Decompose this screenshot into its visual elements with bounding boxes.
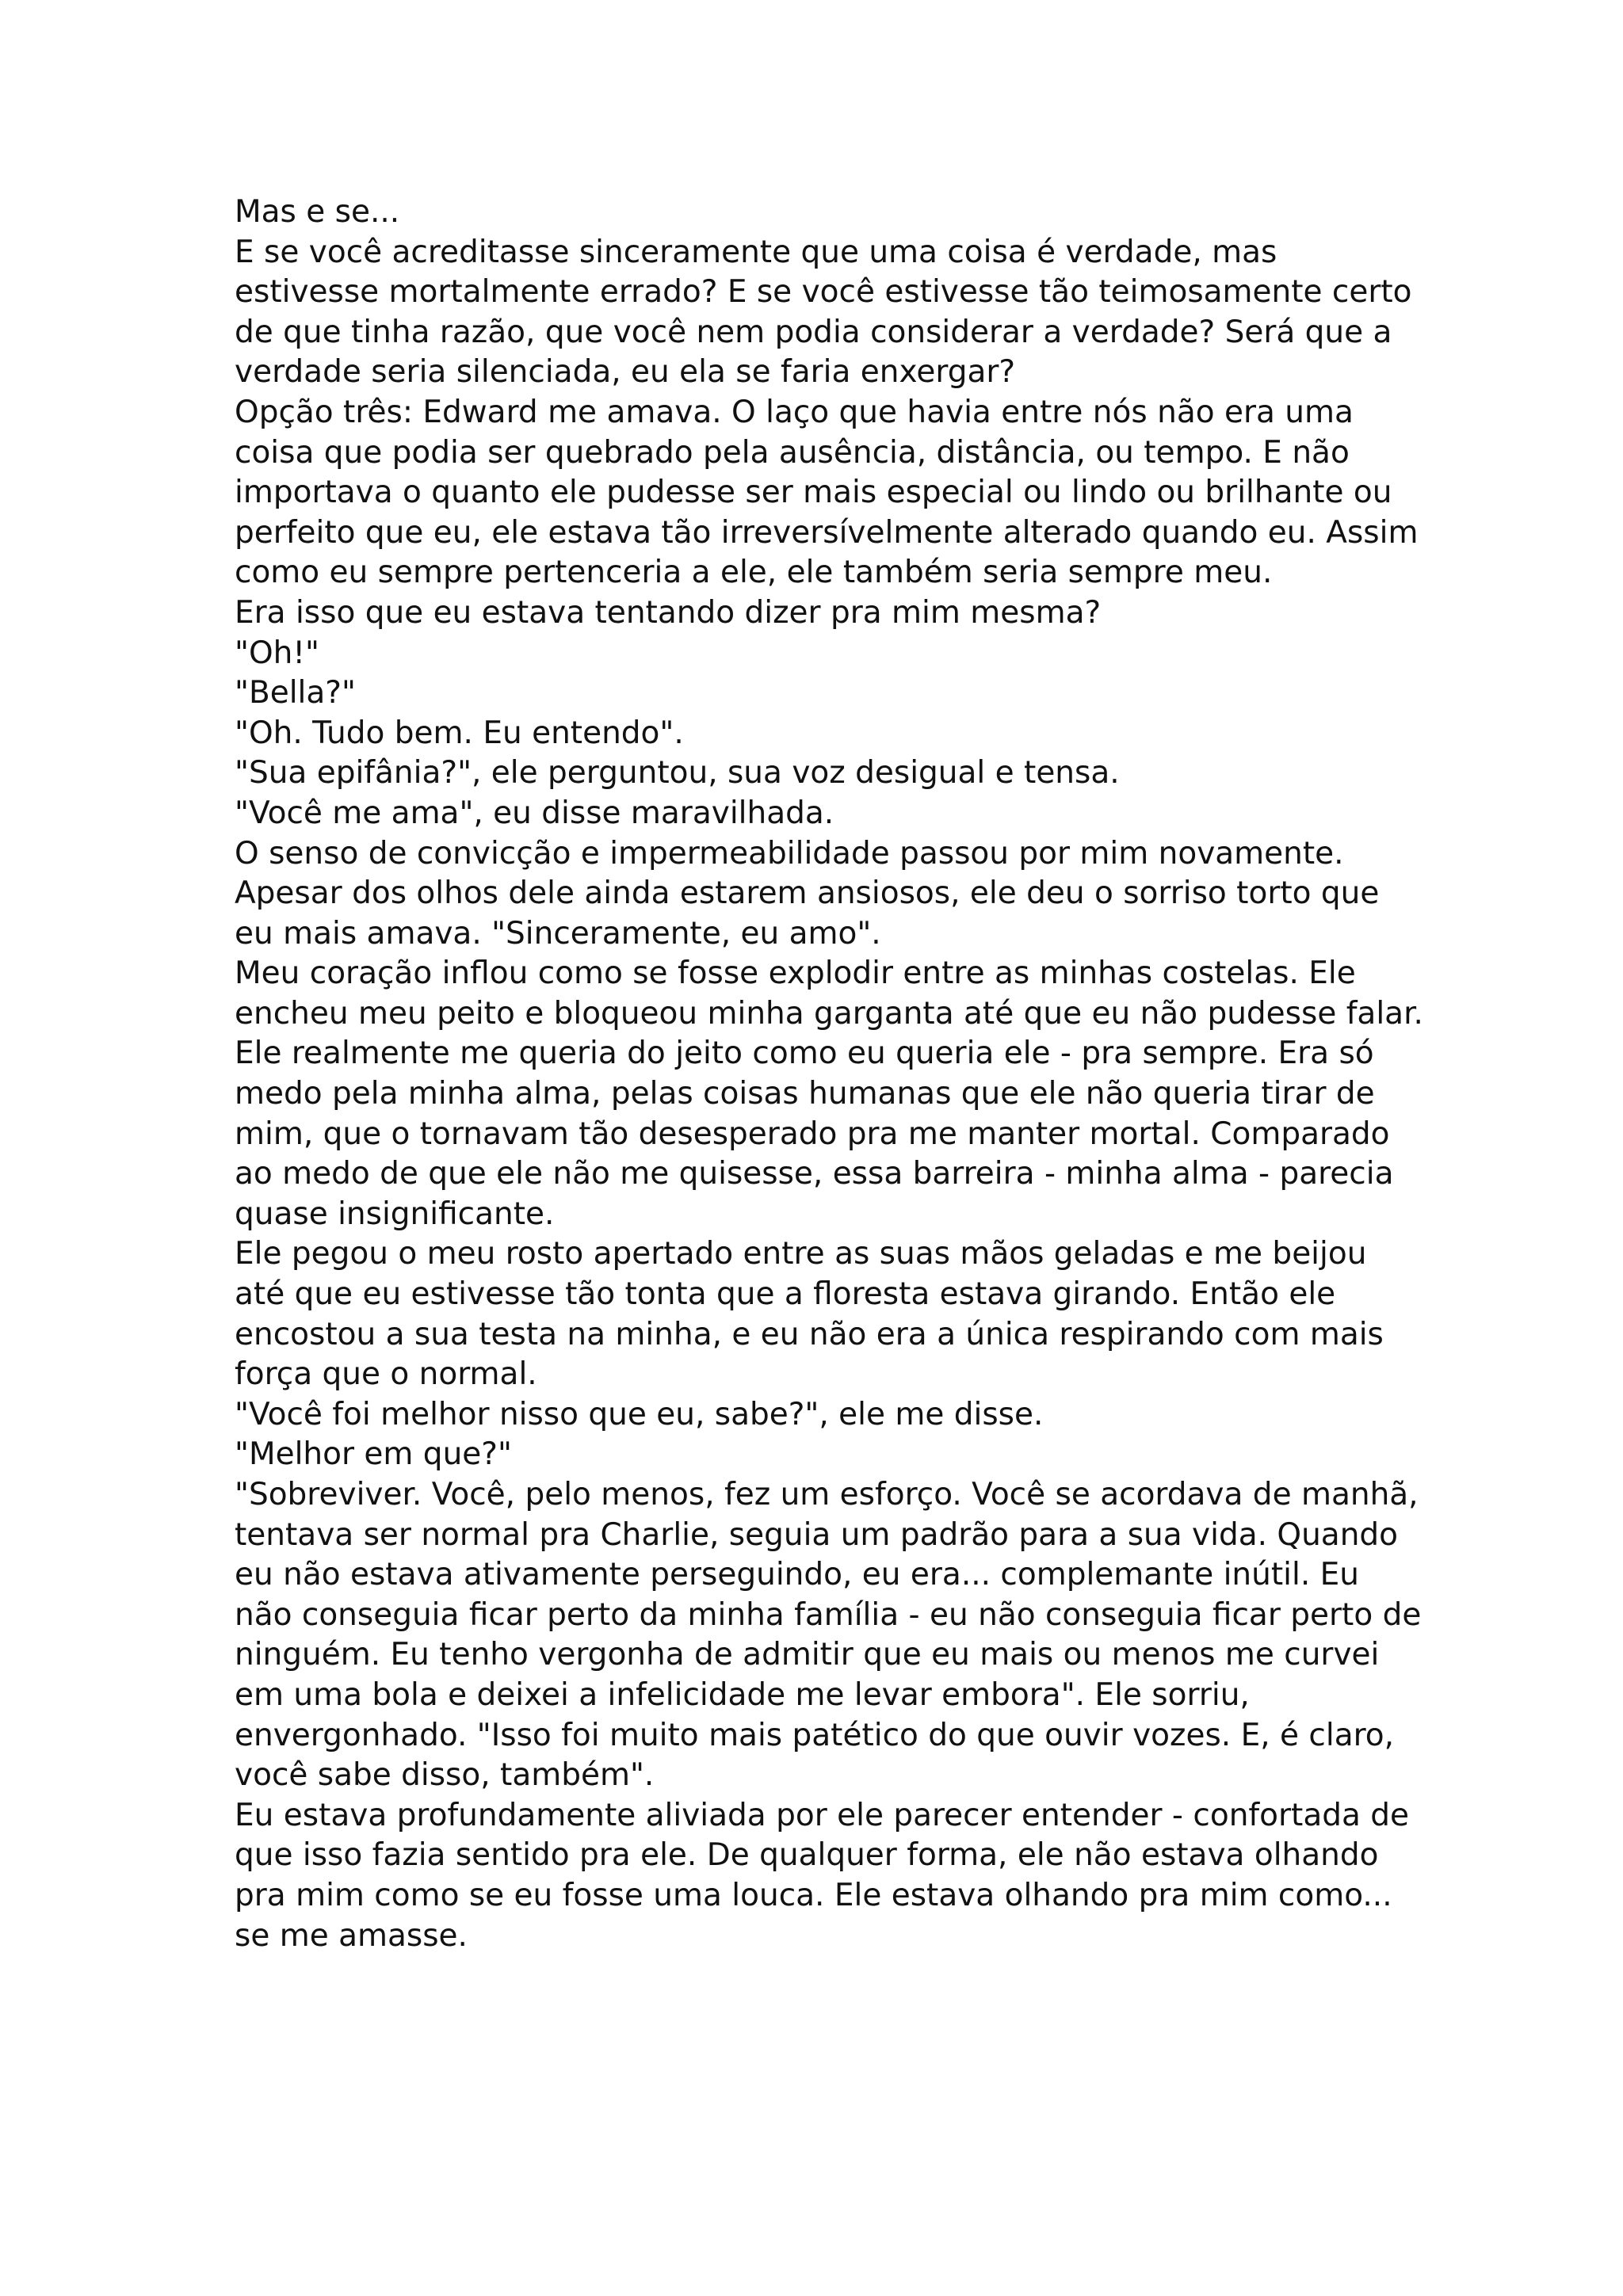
paragraph: "Melhor em que?" xyxy=(235,1436,512,1473)
paragraph: Ele pegou o meu rosto apertado entre as suas mãos geladas e me beijou até que eu estivesse tão tonta que a floresta estava girando. Então ele encostou a sua testa na minha, e eu não era a única respirando com mais força que o normal. xyxy=(235,1236,1384,1393)
paragraph: E se você acreditasse sinceramente que uma coisa é verdade, mas estivesse mortalmente errado? E se você estivesse tão teimosamente certo de que tinha razão, que você nem podia considerar a verdade? Será que a verdade seria silenciada, eu ela se faria enxergar? xyxy=(235,234,1412,391)
paragraph: Mas e se... xyxy=(235,194,400,230)
paragraph: Meu coração inflou como se fosse explodir entre as minhas costelas. Ele encheu meu peito e bloqueou minha garganta até que eu não pudesse falar. xyxy=(235,955,1423,1032)
paragraph: "Você foi melhor nisso que eu, sabe?", ele me disse. xyxy=(235,1396,1044,1432)
paragraph: Opção três: Edward me amava. O laço que havia entre nós não era uma coisa que podia ser quebrado pela ausência, distância, ou tempo. E não importava o quanto ele pudesse ser mais especial ou lindo ou brilhante ou perfeito que eu, ele estava tão irreversívelmente alterado quando eu. Assim como eu sempre pertenceria a ele, ele também seria sempre meu. xyxy=(235,394,1419,591)
paragraph: "Bella?" xyxy=(235,675,356,711)
paragraph: "Sua epifânia?", ele perguntou, sua voz desigual e tensa. xyxy=(235,755,1120,791)
paragraph: Eu estava profundamente aliviada por ele parecer entender - confortada de que isso fazia sentido pra ele. De qualquer forma, ele não estava olhando pra mim como se eu fosse uma louca. Ele estava olhando pra mim como... se me amasse. xyxy=(235,1797,1410,1954)
body-text xyxy=(235,193,1423,1956)
paragraph: "Oh!" xyxy=(235,635,319,671)
paragraph: O senso de convicção e impermeabilidade passou por mim novamente. xyxy=(235,835,1344,871)
paragraph: "Oh. Tudo bem. Eu entendo". xyxy=(235,715,684,751)
paragraph: Era isso que eu estava tentando dizer pra mim mesma? xyxy=(235,594,1102,631)
paragraph: Apesar dos olhos dele ainda estarem ansiosos, ele deu o sorriso torto que eu mais amava. "Sinceramente, eu amo". xyxy=(235,875,1380,952)
paragraph: "Sobreviver. Você, pelo menos, fez um esforço. Você se acordava de manhã, tentava ser normal pra Charlie, seguia um padrão para a sua vida. Quando eu não estava ativamente perseguindo, eu era... complemante inútil. Eu não conseguia ficar perto da minha família - eu não conseguia ficar perto de ninguém. Eu tenho vergonha de admitir que eu mais ou menos me curvei em uma bola e deixei a infelicidade me levar embora". Ele sorriu, envergonhado. "Isso foi muito mais patético do que ouvir vozes. E, é claro, você sabe disso, também". xyxy=(235,1477,1422,1794)
paragraph: "Você me ama", eu disse maravilhada. xyxy=(235,795,834,831)
paragraph: Ele realmente me queria do jeito como eu queria ele - pra sempre. Era só medo pela minha alma, pelas coisas humanas que ele não queria tirar de mim, que o tornavam tão desesperado pra me manter mortal. Comparado ao medo de que ele não me quisesse, essa barreira - minha alma - parecia quase insignificante. xyxy=(235,1035,1394,1232)
